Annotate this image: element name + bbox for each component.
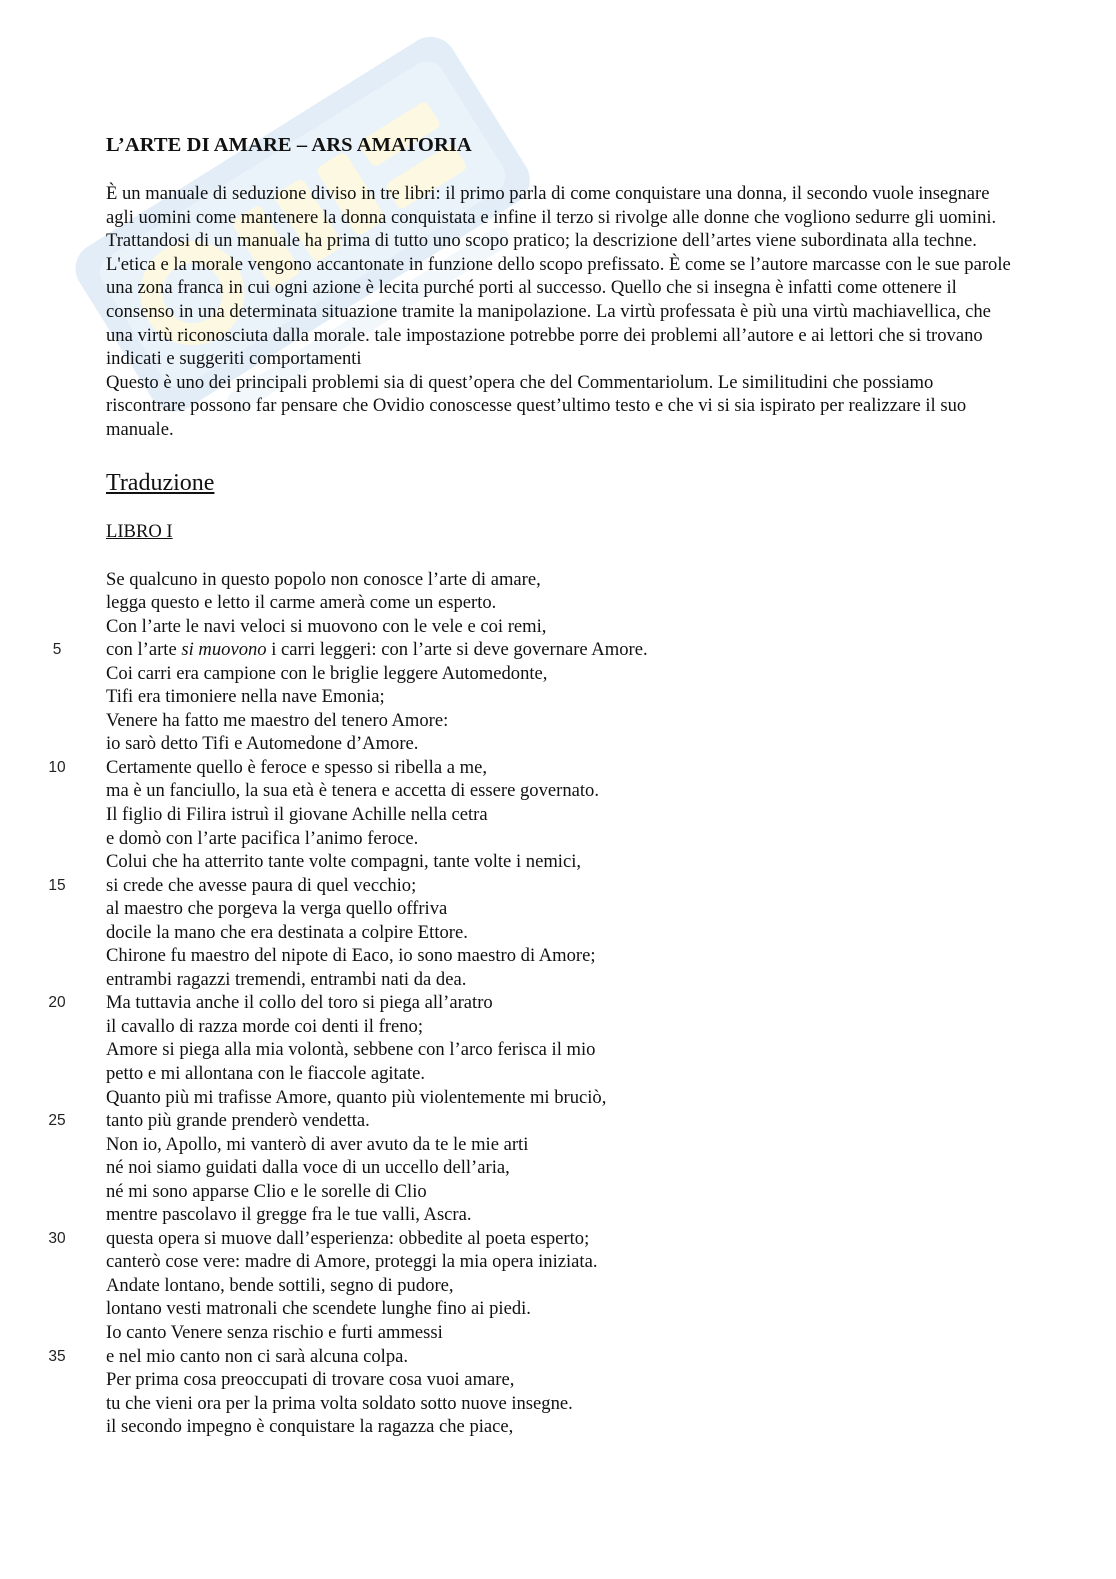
verse-row: [106, 1086, 1026, 1110]
verse-row: [106, 732, 1026, 756]
verse-row: [106, 1321, 1026, 1345]
verse-text: lontano vesti matronali che scendete lunghe fino ai piedi.: [106, 1298, 531, 1320]
verse-text: Quanto più mi trafisse Amore, quanto più violentemente mi bruciò,: [106, 1086, 607, 1108]
verse-row: [106, 897, 1026, 921]
verse-text: Amore si piega alla mia volontà, sebbene con l’arco ferisca il mio: [106, 1039, 596, 1061]
verse-row: [48, 874, 1026, 898]
line-number: 15: [48, 876, 66, 894]
document-page: [48, 130, 1026, 1439]
verse-row: [106, 1297, 1026, 1321]
verse-text: [106, 639, 648, 660]
verse-text: Tifi era timoniere nella nave Emonia;: [106, 686, 385, 708]
verse-row: [106, 1250, 1026, 1274]
verse-row: [106, 968, 1026, 992]
verse-row: [106, 591, 1026, 615]
verse-text: Colui che ha atterrito tante volte compagni, tante volte i nemici,: [106, 851, 582, 873]
verse-text-end: i carri leggeri: con l’arte si deve governare Amore.: [266, 639, 648, 661]
verse-row: [106, 685, 1026, 709]
verse-text-start: con l’arte: [106, 639, 182, 661]
verse-row: [106, 827, 1026, 851]
verse-text: entrambi ragazzi tremendi, entrambi nati da dea.: [106, 968, 467, 990]
verse-text: ma è un fanciullo, la sua età è tenera e accetta di essere governato.: [106, 780, 599, 802]
verse-row: [48, 1227, 1026, 1251]
book-heading: LIBRO I: [106, 520, 173, 542]
verse-text: io sarò detto Tifi e Automedone d’Amore.: [106, 733, 419, 755]
line-number: 20: [48, 994, 66, 1012]
verse-text: e nel mio canto non ci sarà alcuna colpa.: [106, 1345, 409, 1367]
verse-row: [106, 1015, 1026, 1039]
verse-row: [48, 1109, 1026, 1133]
verse-text: Chirone fu maestro del nipote di Eaco, io sono maestro di Amore;: [106, 945, 596, 967]
verse-row: [106, 709, 1026, 733]
verse-row: [106, 1133, 1026, 1157]
line-number: 30: [48, 1229, 66, 1247]
verse-row: [48, 991, 1026, 1015]
document-title: L’ARTE DI AMARE – ARS AMATORIA: [106, 134, 472, 156]
verse-row: [106, 1156, 1026, 1180]
verse-row: [48, 1345, 1026, 1369]
verse-text: canterò cose vere: madre di Amore, proteggi la mia opera iniziata.: [106, 1251, 598, 1273]
verse-row: [106, 803, 1026, 827]
verse-text: tu che vieni ora per la prima volta soldato sotto nuove insegne.: [106, 1392, 573, 1414]
verse-text: mentre pascolavo il gregge fra le tue valli, Ascra.: [106, 1204, 472, 1226]
verse-row: [106, 615, 1026, 639]
verse-text: il cavallo di razza morde coi denti il freno;: [106, 1015, 423, 1037]
intro-section: [106, 182, 1016, 442]
verse-italic-text: si muovono: [181, 639, 267, 661]
verse-text: Ma tuttavia anche il collo del toro si piega all’aratro: [106, 992, 493, 1014]
verse-text: il secondo impegno è conquistare la ragazza che piace,: [106, 1416, 514, 1438]
intro-paragraph: È un manuale di seduzione diviso in tre libri: il primo parla di come conquistare una donna, il secondo vuole insegnare agli uomini come mantenere la donna conquistata e infine il terzo si rivolge alle donne che vogliono sedurre gli uomini.: [106, 183, 997, 228]
verse-text: Per prima cosa preoccupati di trovare cosa vuoi amare,: [106, 1369, 515, 1391]
verse-text: questa opera si muove dall’esperienza: obbedite al poeta esperto;: [106, 1227, 590, 1249]
verse-row: [106, 1180, 1026, 1204]
verse-text: Con l’arte le navi veloci si muovono con le vele e coi remi,: [106, 615, 547, 637]
verse-text: Andate lontano, bende sottili, segno di pudore,: [106, 1274, 454, 1296]
verse-text: Certamente quello è feroce e spesso si ribella a me,: [106, 756, 488, 778]
verse-row: [52, 638, 1026, 662]
verse-row: [106, 1392, 1026, 1416]
verse-row: [106, 779, 1026, 803]
verse-text: Coi carri era campione con le briglie leggere Automedonte,: [106, 662, 548, 684]
verse-row: [106, 850, 1026, 874]
line-number: 10: [48, 758, 66, 776]
verse-text: Se qualcuno in questo popolo non conosce l’arte di amare,: [106, 568, 541, 590]
verse-text: Il figlio di Filira istruì il giovane Achille nella cetra: [106, 804, 488, 825]
verse-text: legga questo e letto il carme amerà come un esperto.: [106, 592, 497, 614]
verse-row: [106, 1038, 1026, 1062]
verse-row: [106, 662, 1026, 686]
line-number: 5: [52, 641, 62, 659]
verse-row: [106, 921, 1026, 945]
verse-text: al maestro che porgeva la verga quello offriva: [106, 898, 448, 920]
verse-row: [106, 1368, 1026, 1392]
verse-text: si crede che avesse paura di quel vecchio;: [106, 874, 417, 896]
intro-paragraph: Trattandosi di un manuale ha prima di tutto uno scopo pratico; la descrizione dell’artes viene subordinata alla techne. L'etica e la morale vengono accantonate in funzione dello scopo prefissato. È come se l’autore marcasse con le sue parole una zona franca in cui ogni azione è lecita purché porti al successo. Quello che si insegna è infatti come ottenere il consenso in una determinata situazione tramite la manipolazione. La virtù professata è più una virtù machiavellica, che una virtù riconosciuta dalla morale. tale impostazione potrebbe porre dei problemi all’autore e ai lettori che si trovano indicati e suggeriti comportamenti: [106, 230, 1011, 370]
intro-paragraph: Questo è uno dei principali problemi sia di quest’opera che del Commentariolum. Le similitudini che possiamo riscontrare possono far pensare che Ovidio conoscesse quest’ultimo testo e che vi si sia ispirato per realizzare il suo manuale.: [106, 371, 967, 440]
verse-row: [106, 1274, 1026, 1298]
line-number: 35: [48, 1347, 66, 1365]
poem-translation: [48, 568, 1026, 1439]
verse-row: [106, 1415, 1026, 1439]
verse-text: e domò con l’arte pacifica l’animo feroce.: [106, 827, 419, 849]
verse-text: né mi sono apparse Clio e le sorelle di Clio: [106, 1180, 427, 1202]
verse-row: [106, 1203, 1026, 1227]
verse-text: Non io, Apollo, mi vanterò di aver avuto da te le mie arti: [106, 1133, 529, 1155]
verse-text: docile la mano che era destinata a colpire Ettore.: [106, 921, 468, 943]
verse-text: petto e mi allontana con le fiaccole agitate.: [106, 1063, 426, 1085]
verse-row: [106, 1062, 1026, 1086]
verse-row: [106, 568, 1026, 592]
verse-row: [48, 756, 1026, 780]
verse-text: Io canto Venere senza rischio e furti ammessi: [106, 1322, 443, 1344]
line-number: 25: [48, 1112, 66, 1130]
verse-text: Venere ha fatto me maestro del tenero Amore:: [106, 709, 449, 731]
section-heading-traduzione: Traduzione: [106, 469, 215, 496]
verse-row: [106, 944, 1026, 968]
verse-text: tanto più grande prenderò vendetta.: [106, 1110, 370, 1132]
verse-text: né noi siamo guidati dalla voce di un uccello dell’aria,: [106, 1157, 510, 1179]
